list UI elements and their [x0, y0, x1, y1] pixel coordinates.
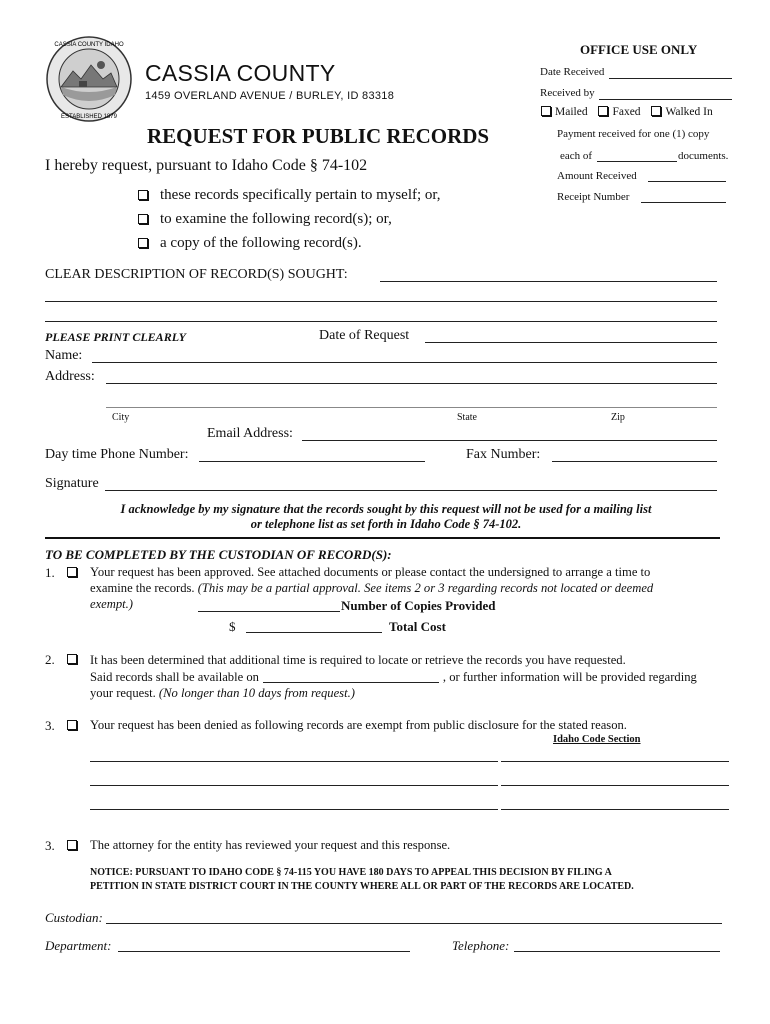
fax-label: Fax Number:	[466, 447, 541, 462]
email-field[interactable]	[302, 440, 717, 441]
signature-field[interactable]	[105, 490, 717, 491]
item-1-line-2a: examine the records.	[90, 581, 198, 595]
item-2-line-2b: , or further information will be provided regarding	[442, 669, 697, 684]
custodian-field[interactable]	[106, 923, 722, 924]
received-by-label: Received by	[540, 87, 595, 99]
faxed-label: Faxed	[612, 106, 641, 118]
item-2-text	[90, 652, 740, 702]
seal-text-top: CASSIA COUNTY IDAHO	[54, 42, 124, 48]
name-label: Name:	[45, 348, 83, 363]
payment-documents: documents.	[678, 150, 729, 162]
custodian-label: Custodian:	[45, 910, 103, 925]
date-received-field[interactable]	[609, 78, 732, 79]
item-2-line-3b: (No longer than 10 days from request.)	[158, 686, 355, 700]
phone-field[interactable]	[199, 461, 425, 462]
county-address: 1459 OVERLAND AVENUE / BURLEY, ID 83318	[145, 90, 395, 102]
print-clearly-label: PLEASE PRINT CLEARLY	[45, 330, 186, 344]
exempt-record-field-1[interactable]	[90, 761, 498, 762]
seal-text-bottom: ESTABLISHED 1879	[61, 114, 117, 120]
department-label: Department:	[45, 938, 112, 953]
available-date-field[interactable]	[263, 682, 439, 683]
item-4-number: 3.	[45, 838, 55, 853]
form-title: REQUEST FOR PUBLIC RECORDS	[147, 124, 490, 148]
amount-received-field[interactable]	[648, 181, 726, 182]
item-3-line-1: Your request has been denied as following records are exempt from public disclosure for the stated reason.	[90, 718, 627, 732]
payment-count-field[interactable]	[597, 161, 677, 162]
section-divider	[45, 537, 720, 539]
date-received-label: Date Received	[540, 66, 605, 78]
faxed-checkbox[interactable]	[598, 106, 608, 116]
request-option-1	[138, 187, 441, 204]
item-2-number: 2.	[45, 652, 55, 667]
name-field[interactable]	[92, 362, 717, 363]
copies-label: Number of Copies Provided	[341, 598, 496, 613]
item-1-line-1: Your request has been approved. See attached documents or please contact the undersigned to arrange a time to	[90, 565, 651, 579]
ack-line-2: or telephone list as set forth in Idaho Code § 74-102.	[250, 517, 522, 531]
request-option-3	[138, 235, 362, 252]
option-1-checkbox[interactable]	[138, 190, 148, 200]
item-4-line-1: The attorney for the entity has reviewed your request and this response.	[90, 838, 451, 852]
county-seal	[45, 35, 133, 123]
item-2-checkbox[interactable]	[67, 654, 77, 664]
option-1-label: these records specifically pertain to myself; or,	[160, 187, 441, 203]
office-use-title: OFFICE USE ONLY	[580, 42, 698, 57]
code-section-field-3[interactable]	[501, 809, 729, 810]
cost-field[interactable]	[246, 632, 382, 633]
item-1-line-2	[90, 580, 730, 596]
item-2-line-2a: Said records shall be available on	[90, 669, 259, 684]
mailed-checkbox[interactable]	[541, 106, 551, 116]
description-label: CLEAR DESCRIPTION OF RECORD(S) SOUGHT:	[45, 267, 348, 282]
walked-in-label: Walked In	[665, 106, 713, 118]
mailed-label: Mailed	[555, 106, 588, 118]
item-1-line-3: exempt.)	[90, 597, 134, 611]
cost-label: Total Cost	[389, 619, 446, 634]
exempt-record-field-2[interactable]	[90, 785, 498, 786]
address-label: Address:	[45, 369, 95, 384]
payment-line1: Payment received for one (1) copy	[557, 128, 710, 140]
item-2-line-3a: your request.	[90, 686, 159, 700]
item-2-line-1: It has been determined that additional time is required to locate or retrieve the records you have requested.	[90, 653, 626, 667]
zip-label: Zip	[611, 412, 625, 423]
received-by-field[interactable]	[599, 99, 732, 100]
city-label: City	[112, 412, 130, 423]
item-1-number: 1.	[45, 565, 55, 580]
code-section-field-2[interactable]	[501, 785, 729, 786]
delivery-options	[541, 106, 713, 118]
custodian-heading: TO BE COMPLETED BY THE CUSTODIAN OF RECORD(S):	[45, 547, 392, 562]
item-1-checkbox[interactable]	[67, 567, 77, 577]
acknowledgement-text	[45, 502, 727, 532]
telephone-field[interactable]	[514, 951, 720, 952]
fax-field[interactable]	[552, 461, 717, 462]
item-1-line-2b: (This may be a partial approval. See items 2 or 3 regarding records not located or deemed	[197, 581, 654, 595]
email-label: Email Address:	[207, 426, 293, 441]
description-field-2[interactable]	[45, 301, 717, 302]
description-field-3[interactable]	[45, 321, 717, 322]
payment-each-of: each of	[560, 150, 593, 162]
code-section-field-1[interactable]	[501, 761, 729, 762]
item-3-checkbox[interactable]	[67, 720, 77, 730]
department-field[interactable]	[118, 951, 410, 952]
option-3-checkbox[interactable]	[138, 238, 148, 248]
state-label: State	[457, 412, 477, 423]
copies-field[interactable]	[198, 611, 340, 612]
county-name: CASSIA COUNTY	[145, 60, 336, 86]
request-option-2	[138, 211, 392, 228]
option-2-checkbox[interactable]	[138, 214, 148, 224]
ack-line-1: I acknowledge by my signature that the records sought by this request will not be used for a mailing list	[120, 502, 652, 516]
intro-text: I hereby request, pursuant to Idaho Code § 74-102	[45, 157, 368, 174]
receipt-number-label: Receipt Number	[557, 191, 630, 203]
amount-received-label: Amount Received	[557, 170, 637, 182]
walked-in-checkbox[interactable]	[651, 106, 661, 116]
notice-line-1: NOTICE: PURSUANT TO IDAHO CODE § 74-115 YOU HAVE 180 DAYS TO APPEAL THIS DECISION BY FILING A	[90, 867, 612, 878]
item-2-line-2	[90, 669, 740, 686]
item-2-line-3	[90, 685, 740, 702]
notice-line-2: PETITION IN STATE DISTRICT COURT IN THE COUNTY WHERE ALL OR PART OF THE RECORDS ARE LOCATED.	[90, 881, 634, 892]
receipt-number-field[interactable]	[641, 202, 726, 203]
exempt-record-field-3[interactable]	[90, 809, 498, 810]
phone-label: Day time Phone Number:	[45, 447, 189, 462]
address-field[interactable]	[106, 383, 717, 384]
description-field-1[interactable]	[380, 281, 717, 282]
idaho-code-section-label: Idaho Code Section	[553, 734, 641, 745]
city-state-zip-field[interactable]	[106, 407, 717, 408]
appeal-notice	[90, 866, 730, 894]
telephone-label: Telephone:	[452, 938, 510, 953]
option-3-label: a copy of the following record(s).	[160, 235, 362, 251]
date-of-request-field[interactable]	[425, 342, 717, 343]
date-of-request-label: Date of Request	[319, 328, 410, 343]
item-3-number: 3.	[45, 718, 55, 733]
signature-label: Signature	[45, 476, 99, 491]
cost-symbol: $	[229, 619, 236, 634]
option-2-label: to examine the following record(s); or,	[160, 211, 392, 227]
item-4-checkbox[interactable]	[67, 840, 77, 850]
